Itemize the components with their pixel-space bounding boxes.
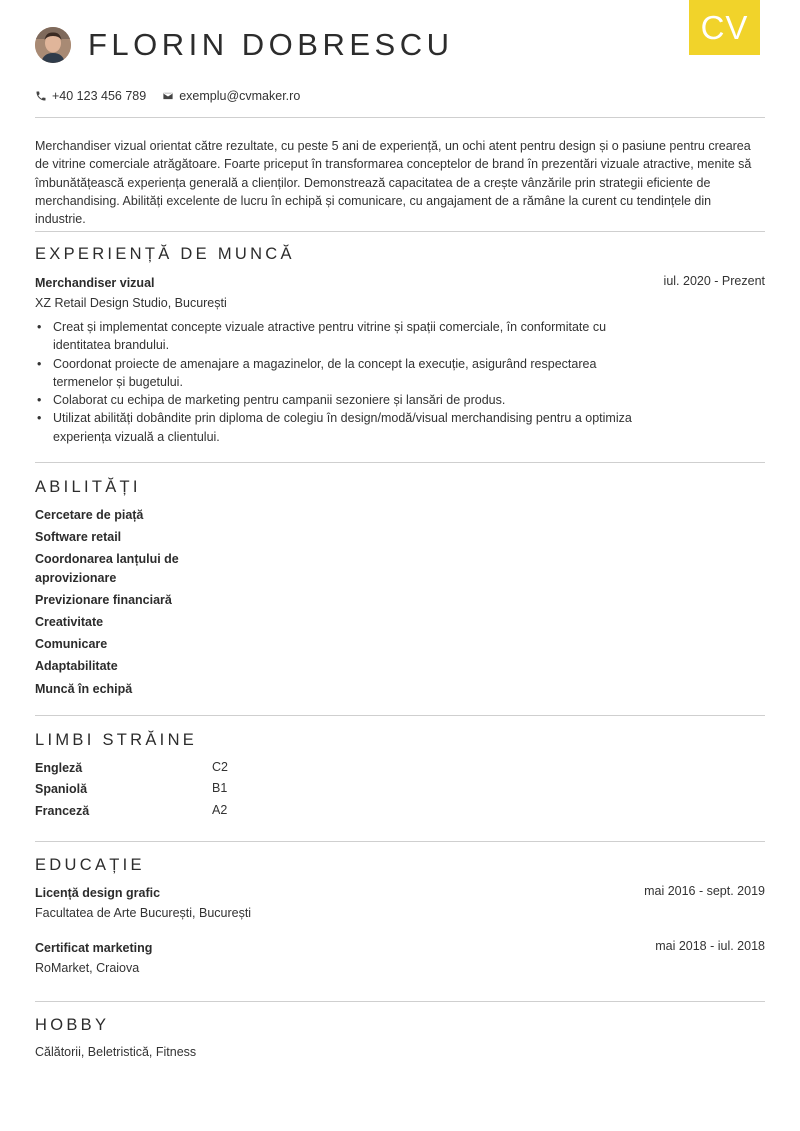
skill-item: Software retail — [35, 530, 122, 545]
divider — [35, 231, 765, 232]
section-title-languages: LIMBI STRĂINE — [35, 731, 198, 749]
skill-item: Coordonarea lanțului de aprovizionare — [35, 552, 179, 585]
section-title-experience: EXPERIENȚĂ DE MUNCĂ — [35, 245, 295, 263]
avatar-portrait — [35, 27, 71, 63]
language-name: Spaniolă — [35, 782, 88, 796]
divider — [35, 1001, 765, 1002]
language-level: B1 — [212, 781, 228, 795]
education-school: Facultatea de Arte București, București — [35, 906, 252, 920]
education-dates: mai 2018 - iul. 2018 — [655, 939, 765, 953]
language-level: A2 — [212, 803, 228, 817]
language-level: C2 — [212, 760, 228, 774]
list-item: • Utilizat abilități dobândite prin diploma de colegiu în design/modă/visual merchandising pentru a optimiza experiența vizuală a clientului. — [35, 409, 655, 446]
job-dates: iul. 2020 - Prezent — [663, 274, 765, 288]
skill-item: Comunicare — [35, 637, 108, 652]
list-item: • Colaborat cu echipa de marketing pentru campanii sezoniere și lansări de produs. — [35, 391, 655, 409]
profile-summary: Merchandiser vizual orientat către rezultate, cu peste 5 ani de experiență, un ochi atent pentru design și o pasiune pentru crearea de vitrine comerciale atrăgătoare. Foarte priceput în transformarea conceptelor de brand în prezentări vizuale atractive, menite să îmbunătățească experiența generală a clienților. Demonstrează capacitatea de a crește vânzările prin strategii eficiente de merchandising. Abilități excelente de lucru în echipă și comunicare, cu angajament de a rămâne la curent cu tendințele din industrie. — [35, 139, 752, 227]
section-title-education: EDUCAȚIE — [35, 856, 145, 874]
resume-header — [35, 26, 453, 64]
email-contact — [162, 89, 300, 103]
divider — [35, 715, 765, 716]
language-name: Franceză — [35, 804, 90, 818]
job-responsibilities — [35, 318, 655, 446]
education-dates: mai 2016 - sept. 2019 — [644, 884, 765, 898]
contact-info — [35, 89, 316, 103]
skills-list — [35, 506, 205, 702]
list-item: • Creat și implementat concepte vizuale atractive pentru vitrine și spații comerciale, în conformitate cu identitatea brandului. — [35, 318, 655, 355]
email-icon — [162, 90, 174, 102]
education-degree: Certificat marketing — [35, 941, 153, 955]
job-company: XZ Retail Design Studio, București — [35, 296, 227, 310]
divider — [35, 462, 765, 463]
avatar — [35, 27, 71, 63]
skill-item: Cercetare de piață — [35, 508, 144, 522]
education-school: RoMarket, Craiova — [35, 961, 140, 975]
phone-icon — [35, 90, 47, 102]
full-name: FLORIN DOBRESCU — [88, 27, 454, 62]
skill-item: Previzionare financiară — [35, 592, 172, 607]
skill-item: Muncă în echipă — [35, 681, 133, 696]
section-title-hobby: HOBBY — [35, 1016, 110, 1034]
divider — [35, 117, 765, 118]
job-role: Merchandiser vizual — [35, 276, 155, 290]
hobby-text: Călătorii, Beletristică, Fitness — [35, 1045, 197, 1059]
phone-number: +40 123 456 789 — [52, 89, 147, 103]
skill-item: Creativitate — [35, 615, 104, 630]
phone-contact — [35, 89, 146, 103]
email-address: exemplu@cvmaker.ro — [179, 89, 301, 103]
cv-logo-badge: CV — [689, 0, 760, 55]
divider — [35, 841, 765, 842]
education-degree: Licență design grafic — [35, 886, 161, 900]
skill-item: Adaptabilitate — [35, 659, 118, 674]
language-name: Engleză — [35, 761, 83, 775]
list-item: • Coordonat proiecte de amenajare a magazinelor, de la concept la execuție, asigurând respectarea termenelor și bugetului. — [35, 355, 655, 392]
section-title-skills: ABILITĂȚI — [35, 478, 141, 496]
